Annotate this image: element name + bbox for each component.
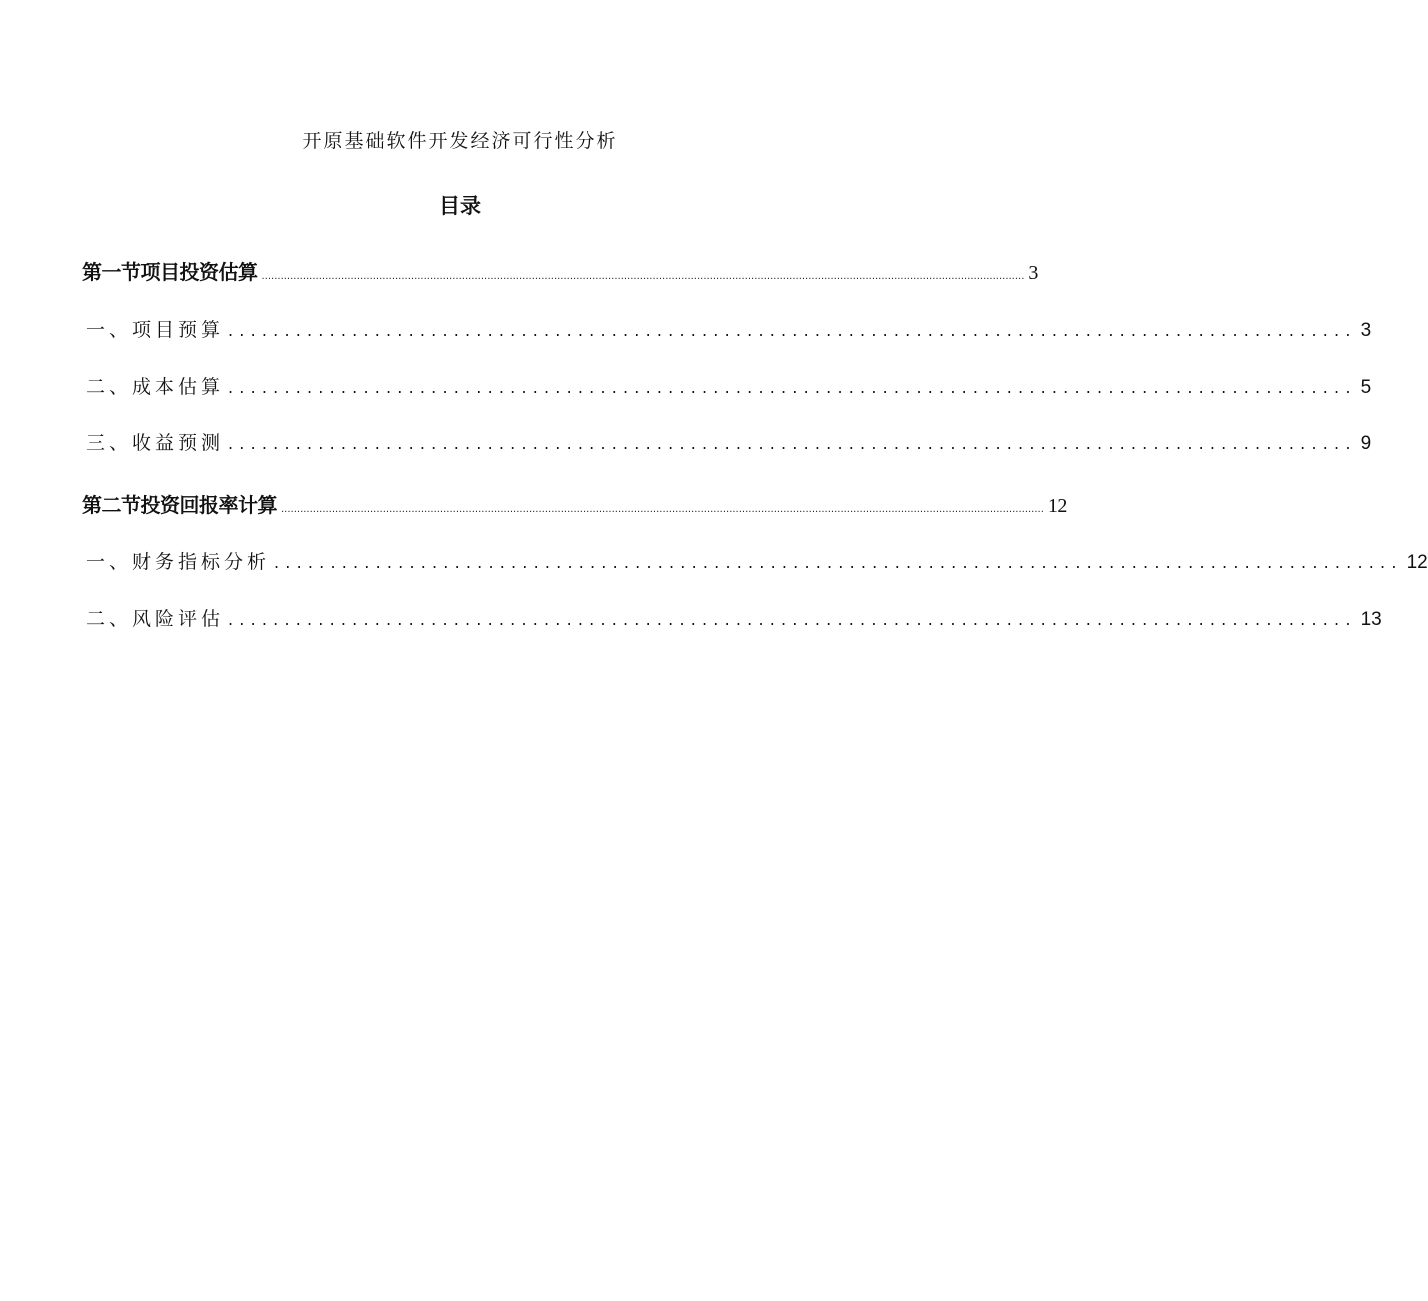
toc-leader-dots: .................................................................................................... bbox=[228, 321, 1357, 340]
toc-entry-page: 3 bbox=[1028, 262, 1038, 284]
toc-entry-section-2[interactable] bbox=[82, 489, 1067, 518]
toc-leader-dots: .................................................................................................... bbox=[228, 610, 1357, 629]
toc-leader-dots: .................................................................................................... bbox=[274, 553, 1403, 572]
toc-entry-page: 13 bbox=[1360, 609, 1382, 630]
toc-entry-1-2[interactable] bbox=[86, 372, 1372, 399]
toc-entry-page: 9 bbox=[1360, 433, 1372, 454]
toc-entry-1-1[interactable] bbox=[86, 315, 1372, 342]
toc-entry-2-2[interactable] bbox=[86, 604, 1382, 631]
toc-entry-2-1[interactable] bbox=[86, 547, 1428, 574]
toc-leader-dots: ................................................................................................................................................................................................................................................ bbox=[281, 504, 1044, 515]
toc-entry-1-3[interactable] bbox=[86, 428, 1372, 455]
toc-entry-page: 12 bbox=[1047, 495, 1067, 517]
toc-entry-page: 5 bbox=[1360, 377, 1372, 398]
toc-entry-label: 第一节项目投资估算 bbox=[82, 260, 258, 284]
toc-leader-dots: .................................................................................................... bbox=[228, 378, 1357, 397]
toc-entry-label: 二、成本估算 bbox=[86, 376, 225, 398]
toc-entry-label: 一、财务指标分析 bbox=[86, 551, 271, 573]
toc-entry-label: 三、收益预测 bbox=[86, 432, 225, 454]
toc-entry-page: 12 bbox=[1406, 552, 1428, 573]
toc-leader-dots: ................................................................................................................................................................................................................................................ bbox=[261, 271, 1025, 282]
toc-entry-label: 一、项目预算 bbox=[86, 319, 225, 341]
toc-leader-dots: .................................................................................................... bbox=[228, 434, 1357, 453]
toc-entry-page: 3 bbox=[1360, 320, 1372, 341]
toc-heading: 目录 bbox=[439, 194, 481, 218]
toc-entry-label: 二、风险评估 bbox=[86, 608, 225, 630]
toc-entry-section-1[interactable] bbox=[82, 256, 1038, 285]
toc-entry-label: 第二节投资回报率计算 bbox=[82, 493, 277, 517]
document-title: 开原基础软件开发经济可行性分析 bbox=[302, 130, 618, 152]
